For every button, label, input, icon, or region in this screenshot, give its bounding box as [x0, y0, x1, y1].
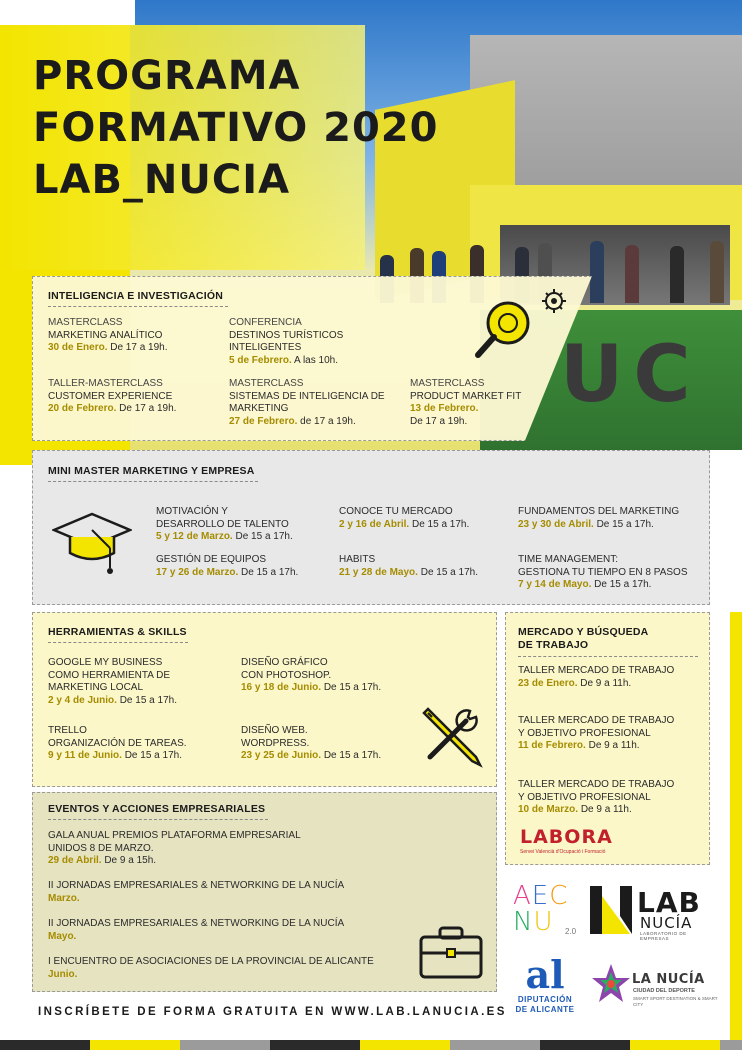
right-accent-bar: [730, 612, 742, 1050]
course-item: FUNDAMENTOS DEL MARKETING 23 y 30 de Abril. De 15 a 17h.: [518, 506, 680, 530]
labnucia-mark-icon: [590, 886, 635, 934]
title-line-1: PROGRAMA: [33, 53, 301, 99]
magnifier-gear-icon: [470, 285, 570, 365]
title-line-2: FORMATIVO 2020: [33, 105, 439, 151]
event-item: MASTERCLASS SISTEMAS DE INTELIGENCIA DE MARKETING 27 de Febrero. de 17 a 19h.: [229, 378, 385, 427]
graduation-cap-icon: [52, 510, 132, 578]
course-item: DISEÑO WEB. WORDPRESS. 23 y 25 de Junio. De 15 a 17h.: [241, 725, 382, 761]
title-line-3: LAB_NUCIA: [33, 157, 291, 203]
header-white-strip: [0, 0, 135, 25]
lanucia-sign-letters: UC: [560, 330, 701, 420]
briefcase-icon: [418, 925, 484, 981]
aecnu-logo: AEC NU 2.0: [513, 881, 577, 937]
diputacion-logo: al DIPUTACIÓN DE ALICANTE: [515, 952, 575, 1014]
page-title: [33, 50, 438, 206]
event-item: TALLER-MASTERCLASS CUSTOMER EXPERIENCE 20 de Febrero. De 17 a 19h.: [48, 378, 177, 414]
workshop-item: TALLER MERCADO DE TRABAJO Y OBJETIVO PROFESIONAL 11 de Febrero. De 9 a 11h.: [518, 715, 675, 751]
event-item: I ENCUENTRO DE ASOCIACIONES DE LA PROVINCIAL DE ALICANTE Junio.: [48, 956, 374, 980]
labora-logo: LABORA Servei Valencià d'Ocupació i Formació: [520, 826, 613, 855]
lanucia-star-icon: [590, 962, 632, 1010]
event-item: II JORNADAS EMPRESARIALES & NETWORKING DE LA NUCÍA Mayo.: [48, 918, 345, 942]
section-inteligencia-title: INTELIGENCIA E INVESTIGACIÓN: [48, 290, 548, 307]
event-item: CONFERENCIA DESTINOS TURÍSTICOS INTELIGENTES 5 de Febrero. A las 10h.: [229, 317, 344, 366]
course-item: TIME MANAGEMENT: GESTIONA TU TIEMPO EN 8 PASOS 7 y 14 de Mayo. De 15 a 17h.: [518, 554, 688, 590]
course-item: DISEÑO GRÁFICO CON PHOTOSHOP. 16 y 18 de Junio. De 15 a 17h.: [241, 657, 382, 693]
event-item: II JORNADAS EMPRESARIALES & NETWORKING DE LA NUCÍA Marzo.: [48, 880, 345, 904]
section-mercado-title: MERCADO Y BÚSQUEDA DE TRABAJO: [518, 626, 698, 657]
event-item: MASTERCLASS PRODUCT MARKET FIT 13 de Febrero. De 17 a 19h.: [410, 378, 522, 427]
course-item: CONOCE TU MERCADO 2 y 16 de Abril. De 15 a 17h.: [339, 506, 470, 530]
event-item: GALA ANUAL PREMIOS PLATAFORMA EMPRESARIAL UNIDOS 8 DE MARZO. 29 de Abril. De 9 a 15h.: [48, 830, 301, 866]
section-herramientas-title: HERRAMIENTAS & SKILLS: [48, 626, 188, 643]
pencil-wrench-icon: [418, 703, 484, 769]
course-item: HABITS 21 y 28 de Mayo. De 15 a 17h.: [339, 554, 478, 578]
footer-registration-text[interactable]: INSCRÍBETE DE FORMA GRATUITA EN WWW.LAB.LANUCIA.ES: [38, 1006, 507, 1018]
course-item: GESTIÓN DE EQUIPOS 17 y 26 de Marzo. De 15 a 17h.: [156, 554, 299, 578]
course-item: MOTIVACIÓN Y DESARROLLO DE TALENTO 5 y 12 de Marzo. De 15 a 17h.: [156, 506, 293, 542]
workshop-item: TALLER MERCADO DE TRABAJO 23 de Enero. De 9 a 11h.: [518, 665, 675, 689]
course-item: GOOGLE MY BUSINESS COMO HERRAMIENTA DE MARKETING LOCAL 2 y 4 de Junio. De 15 a 17h.: [48, 657, 177, 706]
event-item: MASTERCLASS MARKETING ANALÍTICO 30 de Enero. De 17 a 19h.: [48, 317, 168, 353]
workshop-item: TALLER MERCADO DE TRABAJO Y OBJETIVO PROFESIONAL 10 de Marzo. De 9 a 11h.: [518, 779, 675, 815]
section-minimaster-title: MINI MASTER MARKETING Y EMPRESA: [48, 465, 258, 482]
section-eventos-title: EVENTOS Y ACCIONES EMPRESARIALES: [48, 803, 268, 820]
bottom-stripe: [0, 1040, 742, 1050]
lanucia-logo: LA NUCÍA CIUDAD DEL DEPORTE SMART SPORT DESTINATION & SMART CITY: [590, 962, 720, 1022]
course-item: TRELLO ORGANIZACIÓN DE TAREAS. 9 y 11 de Junio. De 15 a 17h.: [48, 725, 187, 761]
labnucia-logo: LAB NUCÍA LABORATORIO DE EMPRESAS: [590, 886, 710, 941]
